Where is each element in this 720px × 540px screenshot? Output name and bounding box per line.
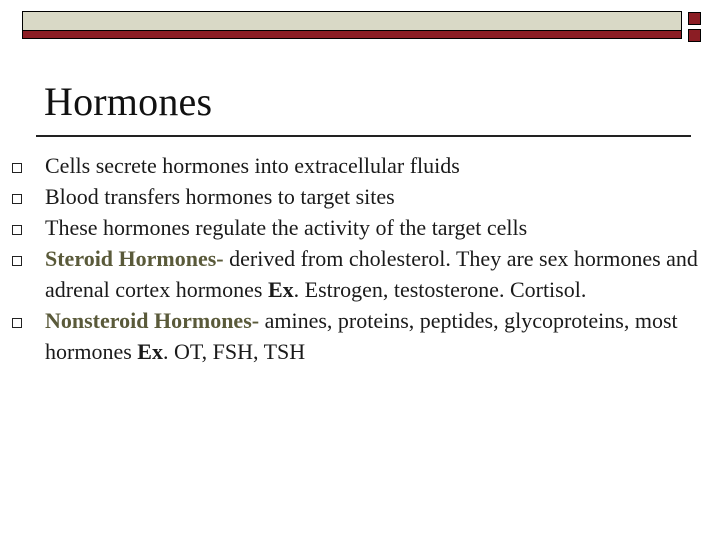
bullet-text: These hormones regulate the activity of the target cells <box>45 215 528 240</box>
slide-title: Hormones <box>44 79 213 124</box>
bullet-text: Blood transfers hormones to target sites <box>45 184 395 209</box>
header-accent-stripe <box>22 30 682 39</box>
list-item <box>0 243 720 305</box>
bullet-highlight: Nonsteroid Hormones- <box>45 308 260 333</box>
corner-square-decoration <box>688 29 701 42</box>
bullet-text-tail: . Estrogen, testosterone. Cortisol. <box>293 277 587 302</box>
example-label: Ex <box>267 277 294 302</box>
title-divider <box>36 135 691 137</box>
bullet-highlight: Steroid Hormones- <box>45 246 224 271</box>
list-item <box>0 212 720 243</box>
bullet-text-tail: . OT, FSH, TSH <box>162 339 306 364</box>
bullet-list <box>0 150 720 367</box>
hollow-square-icon <box>12 194 22 204</box>
list-item <box>0 150 720 181</box>
bullet-text: Cells secrete hormones into extracellular fluids <box>45 153 460 178</box>
hollow-square-icon <box>12 318 22 328</box>
hollow-square-icon <box>12 163 22 173</box>
hollow-square-icon <box>12 256 22 266</box>
bullet-text: amines, proteins, peptides, glycoproteins, most hormones <box>45 308 678 364</box>
list-item <box>0 181 720 212</box>
corner-square-decoration <box>688 12 701 25</box>
list-item <box>0 305 720 367</box>
bullet-text: derived from cholesterol. They are sex hormones and adrenal cortex hormones <box>45 246 698 302</box>
hollow-square-icon <box>12 225 22 235</box>
example-label: Ex <box>137 339 163 364</box>
